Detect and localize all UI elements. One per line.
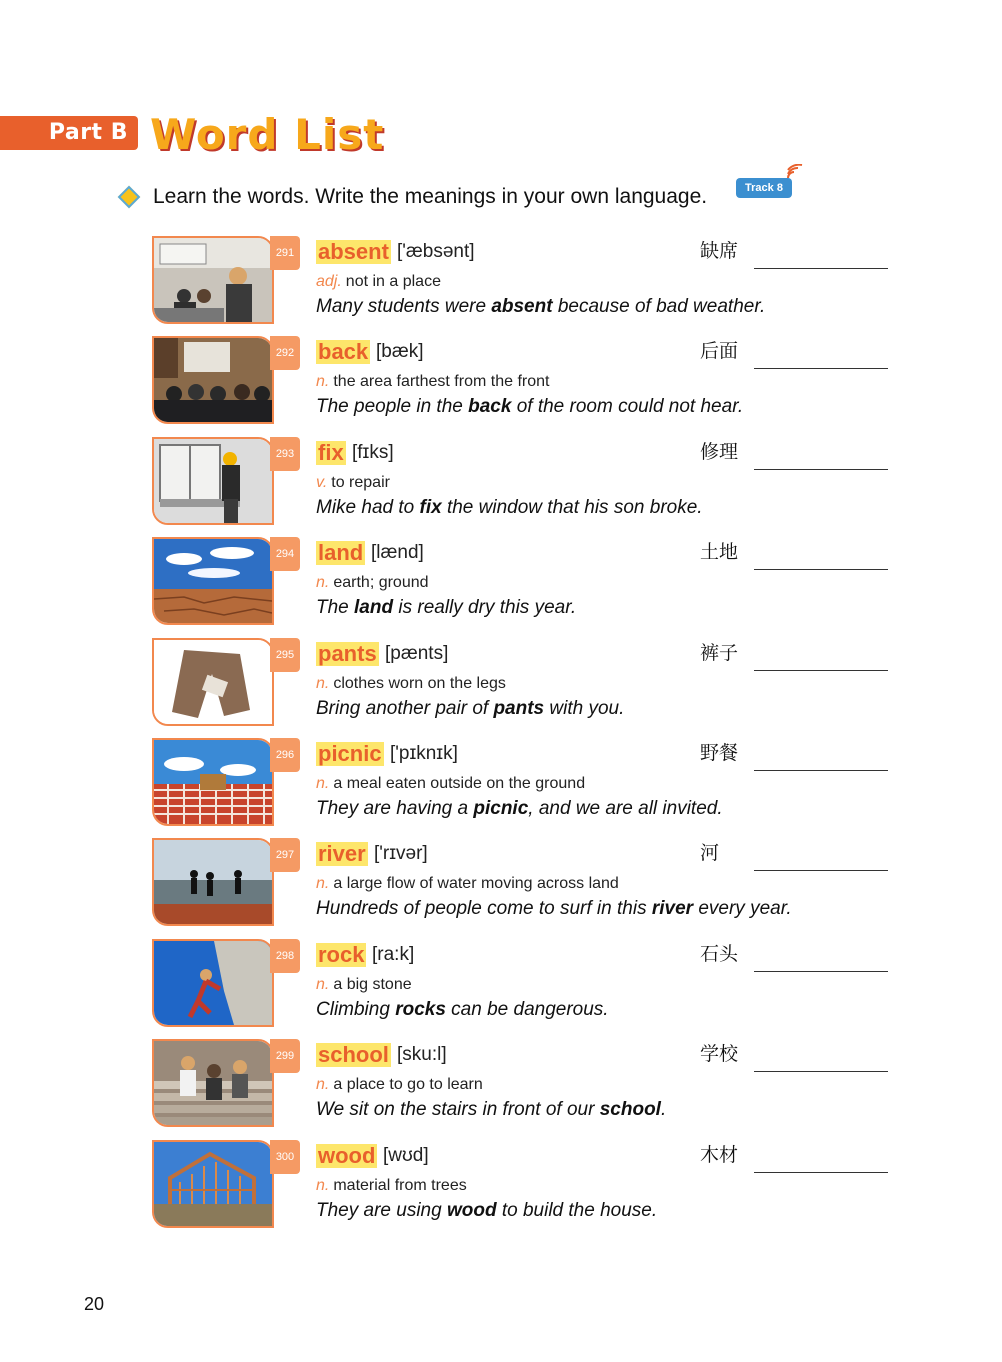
word-translation: 野餐 — [700, 743, 739, 764]
answer-line[interactable] — [754, 368, 888, 369]
word-definition — [316, 474, 390, 492]
example-keyword: wood — [446, 1200, 497, 1221]
example-after: to build the house. — [496, 1200, 658, 1221]
word-number: 300 — [270, 1140, 300, 1174]
example-before: They are using — [316, 1200, 447, 1221]
word-number: 292 — [270, 336, 300, 370]
word-number: 291 — [270, 236, 300, 270]
word-pronunciation: [fɪks] — [352, 442, 394, 463]
example-sentence — [316, 1099, 666, 1121]
word-translation: 后面 — [700, 341, 739, 362]
definition-text: a place to go to learn — [333, 1076, 483, 1093]
example-sentence — [316, 396, 743, 418]
definition-text: a large flow of water moving across land — [333, 875, 619, 892]
word-headword: picnic — [318, 741, 382, 766]
word-translation: 石头 — [700, 944, 739, 965]
word-definition — [316, 875, 619, 893]
word-translation: 缺席 — [700, 241, 739, 262]
definition-text: not in a place — [345, 273, 441, 290]
definition-text: the area farthest from the front — [333, 373, 550, 390]
example-before: The people in the — [316, 396, 469, 417]
word-translation: 修理 — [700, 442, 739, 463]
example-after: is really dry this year. — [393, 597, 577, 618]
example-before: The — [316, 597, 355, 618]
word-photo — [152, 236, 274, 324]
answer-line[interactable] — [754, 1071, 888, 1072]
word-photo — [152, 738, 274, 826]
definition-text: earth; ground — [333, 574, 429, 591]
page-title: Word List — [150, 110, 385, 159]
word-definition — [316, 976, 412, 994]
word-definition — [316, 1177, 467, 1195]
example-after: every year. — [693, 898, 792, 919]
definition-text: to repair — [331, 474, 390, 491]
part-of-speech: n. — [316, 373, 330, 390]
word-number: 293 — [270, 437, 300, 471]
word-pronunciation: ['æbsənt] — [397, 241, 475, 262]
example-keyword: picnic — [473, 798, 529, 819]
word-pronunciation: [ra:k] — [372, 944, 415, 965]
example-keyword: absent — [491, 296, 553, 317]
example-keyword: river — [651, 898, 694, 919]
answer-line[interactable] — [754, 469, 888, 470]
part-of-speech: v. — [316, 474, 328, 491]
example-after: the window that his son broke. — [441, 497, 703, 518]
answer-line[interactable] — [754, 1172, 888, 1173]
word-number: 296 — [270, 738, 300, 772]
part-of-speech: adj. — [316, 273, 342, 290]
example-after: , and we are all invited. — [528, 798, 723, 819]
example-after: can be dangerous. — [445, 999, 609, 1020]
word-pronunciation: [lænd] — [371, 542, 424, 563]
bullet-diamond-icon — [118, 186, 141, 209]
word-pronunciation: ['pɪknɪk] — [390, 743, 458, 764]
definition-text: a meal eaten outside on the ground — [333, 775, 586, 792]
definition-text: material from trees — [333, 1177, 467, 1194]
word-photo — [152, 638, 274, 726]
answer-line[interactable] — [754, 268, 888, 269]
instruction-text: Learn the words. Write the meanings in your own language. — [153, 185, 708, 208]
word-pronunciation: [wʊd] — [383, 1145, 429, 1166]
answer-line[interactable] — [754, 569, 888, 570]
answer-line[interactable] — [754, 770, 888, 771]
part-tab — [0, 116, 138, 150]
word-definition — [316, 1076, 483, 1094]
answer-line[interactable] — [754, 971, 888, 972]
word-number: 297 — [270, 838, 300, 872]
word-photo — [152, 437, 274, 525]
word-translation: 裤子 — [700, 643, 739, 664]
word-definition — [316, 373, 549, 391]
example-before: Climbing — [316, 999, 396, 1020]
word-pronunciation: [pænts] — [385, 643, 449, 664]
word-entry — [152, 738, 912, 828]
word-entry — [152, 236, 912, 326]
example-sentence — [316, 497, 703, 519]
part-of-speech: n. — [316, 1177, 330, 1194]
page-number: 20 — [84, 1294, 105, 1314]
word-photo — [152, 336, 274, 424]
example-after: . — [660, 1099, 667, 1120]
part-label: Part B — [48, 120, 128, 145]
part-of-speech: n. — [316, 875, 330, 892]
word-headword: rock — [318, 942, 365, 967]
example-sentence — [316, 597, 576, 619]
word-entry — [152, 638, 912, 728]
example-before: Hundreds of people come to surf in this — [316, 898, 652, 919]
example-sentence — [316, 698, 624, 720]
word-definition — [316, 273, 441, 291]
word-photo — [152, 838, 274, 926]
word-photo — [152, 939, 274, 1027]
word-headword: land — [318, 540, 364, 565]
example-keyword: fix — [419, 497, 442, 518]
part-of-speech: n. — [316, 775, 330, 792]
word-headword: school — [318, 1042, 389, 1067]
word-photo — [152, 537, 274, 625]
word-definition — [316, 675, 506, 693]
word-entry — [152, 437, 912, 527]
word-headword: absent — [318, 239, 389, 264]
answer-line[interactable] — [754, 670, 888, 671]
word-headword: pants — [318, 641, 377, 666]
word-headword: fix — [318, 440, 344, 465]
example-sentence — [316, 898, 792, 920]
word-translation: 土地 — [700, 542, 739, 563]
example-before: Bring another pair of — [316, 698, 494, 719]
definition-text: clothes worn on the legs — [333, 675, 506, 692]
word-number: 298 — [270, 939, 300, 973]
word-entry — [152, 1039, 912, 1129]
word-entry — [152, 537, 912, 627]
example-before: They are having a — [316, 798, 474, 819]
example-after: of the room could not hear. — [511, 396, 744, 417]
definition-text: a big stone — [333, 976, 412, 993]
word-entry — [152, 1140, 912, 1230]
instruction-row — [118, 180, 707, 214]
track-badge[interactable]: Track 8 — [736, 178, 792, 198]
word-pronunciation: [bæk] — [376, 341, 424, 362]
example-keyword: rocks — [395, 999, 446, 1020]
example-keyword: back — [468, 396, 512, 417]
word-definition — [316, 574, 429, 592]
word-photo — [152, 1140, 274, 1228]
answer-line[interactable] — [754, 870, 888, 871]
example-sentence — [316, 798, 723, 820]
word-photo — [152, 1039, 274, 1127]
example-sentence — [316, 296, 765, 318]
part-of-speech: n. — [316, 976, 330, 993]
part-of-speech: n. — [316, 574, 330, 591]
word-entry — [152, 336, 912, 426]
example-after: with you. — [544, 698, 625, 719]
example-before: Many students were — [316, 296, 492, 317]
word-number: 295 — [270, 638, 300, 672]
word-definition — [316, 775, 585, 793]
audio-waves-icon — [784, 164, 806, 186]
word-pronunciation: ['rɪvər] — [374, 843, 428, 864]
word-headword: river — [318, 841, 366, 866]
word-pronunciation: [sku:l] — [397, 1044, 447, 1065]
part-of-speech: n. — [316, 1076, 330, 1093]
example-keyword: land — [354, 597, 394, 618]
word-entry — [152, 939, 912, 1029]
word-translation: 学校 — [700, 1044, 739, 1065]
example-after: because of bad weather. — [552, 296, 766, 317]
example-keyword: pants — [493, 698, 545, 719]
word-number: 294 — [270, 537, 300, 571]
word-number: 299 — [270, 1039, 300, 1073]
word-translation: 河 — [700, 843, 720, 864]
example-sentence — [316, 999, 609, 1021]
part-of-speech: n. — [316, 675, 330, 692]
example-before: Mike had to — [316, 497, 420, 518]
word-headword: back — [318, 339, 369, 364]
example-sentence — [316, 1200, 657, 1222]
word-headword: wood — [318, 1143, 376, 1168]
example-before: We sit on the stairs in front of our — [316, 1099, 600, 1120]
example-keyword: school — [599, 1099, 661, 1120]
word-entry — [152, 838, 912, 928]
word-translation: 木材 — [700, 1145, 739, 1166]
